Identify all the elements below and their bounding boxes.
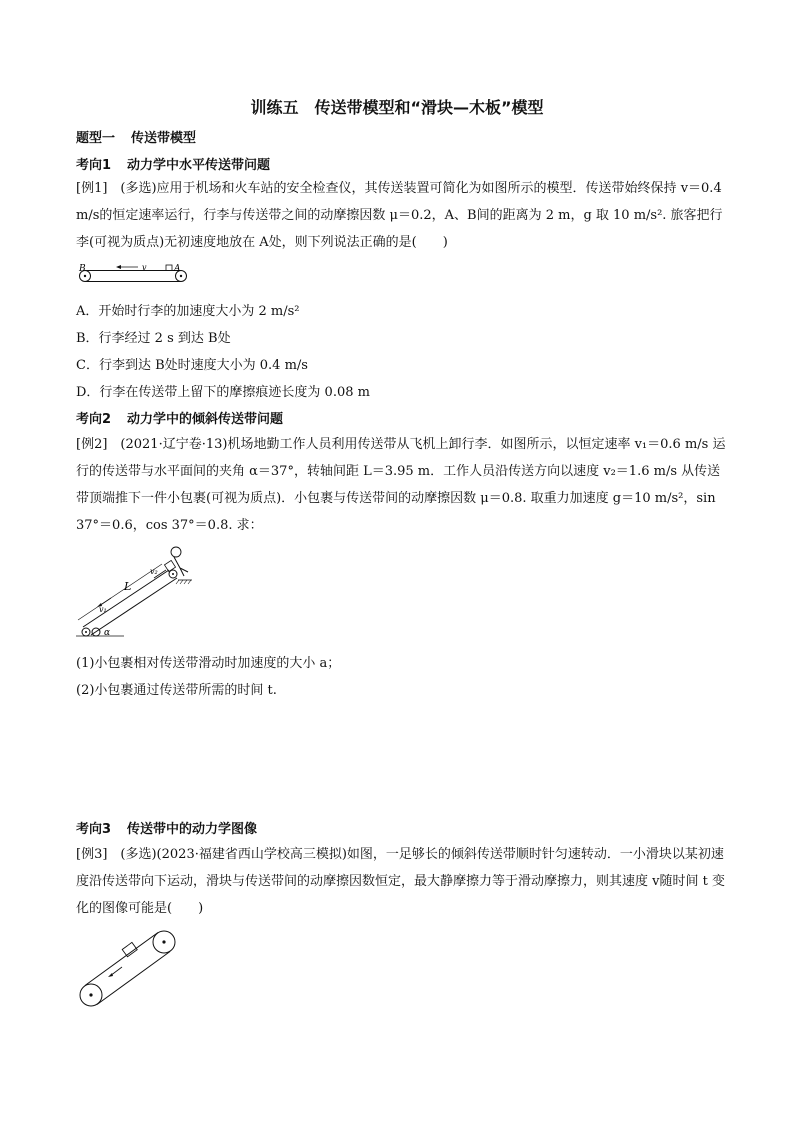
belt-bottom [97,952,170,1005]
page-title: 训练五 传送带模型和“滑块—木板”模型 [250,98,544,117]
example1-text: [例1] (多选)应用于机场和火车站的安全检查仪，其传送装置可简化为如图所示的模型．传送带始终保持 v＝0.4 m/s的恒定速率运行，行李与传送带之间的动摩擦因数 μ＝0.2，A、B间的距离为 2 m，g 取 10 m/s². 旅客把行李(可视为质点)无初速度地放在 A处，则下列说法正确的是( ) [76,181,723,250]
label-B: B [79,264,86,274]
ex1-option-d: D．行李在传送带上留下的摩擦痕迹长度为 0.08 m [76,385,370,400]
ex2-question-2: (2)小包裹通过传送带所需的时间 t. [76,683,277,698]
left-roller-axle [84,275,86,277]
top-roller-axle [172,573,174,575]
motion-arrowhead [108,973,113,977]
belt-top [85,933,158,986]
bottom-roller-axle [85,631,87,633]
label-A: A [174,264,181,274]
dir3-name: 传送带中的动力学图像 [127,822,258,837]
example2-text: [例2] (2021·辽宁卷·13)机场地勤工作人员利用传送带从飞机上卸行李．如图所示，以恒定速率 v₁＝0.6 m/s 运行的传送带与水平面间的夹角 α＝37°，转轴间距 L＝3.95 m．工作人员沿传送方向以速度 v₂＝1.6 m/s 从传送带顶端推下一件小包裹(可视为质点)．小包裹与传送带间的动摩擦因数 μ＝0.8. 取重力加速度 g＝10 m/s²，sin 37°＝0.6，cos 37°＝0.8. 求： [76,437,726,533]
figure-inclined-belt-slider [72,925,187,1015]
dir1-label: 考向1 [76,158,112,173]
dir1-name: 动力学中水平传送带问题 [127,158,271,173]
ex1-option-b: B．行李经过 2 s 到达 B处 [76,331,231,346]
label-v1: v₁ [99,605,107,614]
figure-inclined-conveyor [66,540,206,650]
dir2-label: 考向2 [76,412,112,427]
right-roller-axle [180,275,182,277]
type1-heading [76,127,196,146]
worker-head [171,547,181,557]
dir2-name: 动力学中的倾斜传送带问题 [127,412,284,427]
platform-hatch [176,580,191,584]
label-alpha: α [104,628,111,638]
example3-text: [例3] (多选)(2023·福建省西山学校高三模拟)如图，一足够长的倾斜传送带顺时针匀速转动．一小滑块以某初速度沿传送带向下运动，滑块与传送带间的动摩擦因数恒定，最大静摩擦力等于滑动摩擦力，则其速度 v随时间 t 变化的图像可能是( ) [76,847,725,916]
ex2-question-1: (1)小包裹相对传送带滑动时加速度的大小 a； [76,656,341,671]
lower-pulley-axle [89,993,92,996]
luggage-box [166,265,172,271]
label-v2: v₂ [150,567,158,576]
belt-upper [83,570,169,627]
figure-horizontal-conveyor [76,262,196,290]
ex1-option-a: A．开始时行李的加速度大小为 2 m/s² [76,304,300,319]
dir3-heading [76,818,257,837]
dir1-heading [76,154,270,173]
dir3-label: 考向3 [76,822,112,837]
type1-name: 传送带模型 [131,131,197,146]
dir2-heading [76,408,283,427]
velocity-arrowhead [116,265,121,269]
label-v: v [142,263,147,272]
ex1-option-c: C．行李到达 B处时速度大小为 0.4 m/s [76,358,308,373]
label-L: L [124,580,132,593]
upper-pulley-axle [162,940,165,943]
worker-body [174,557,188,576]
type1-label: 题型一 [76,131,116,146]
